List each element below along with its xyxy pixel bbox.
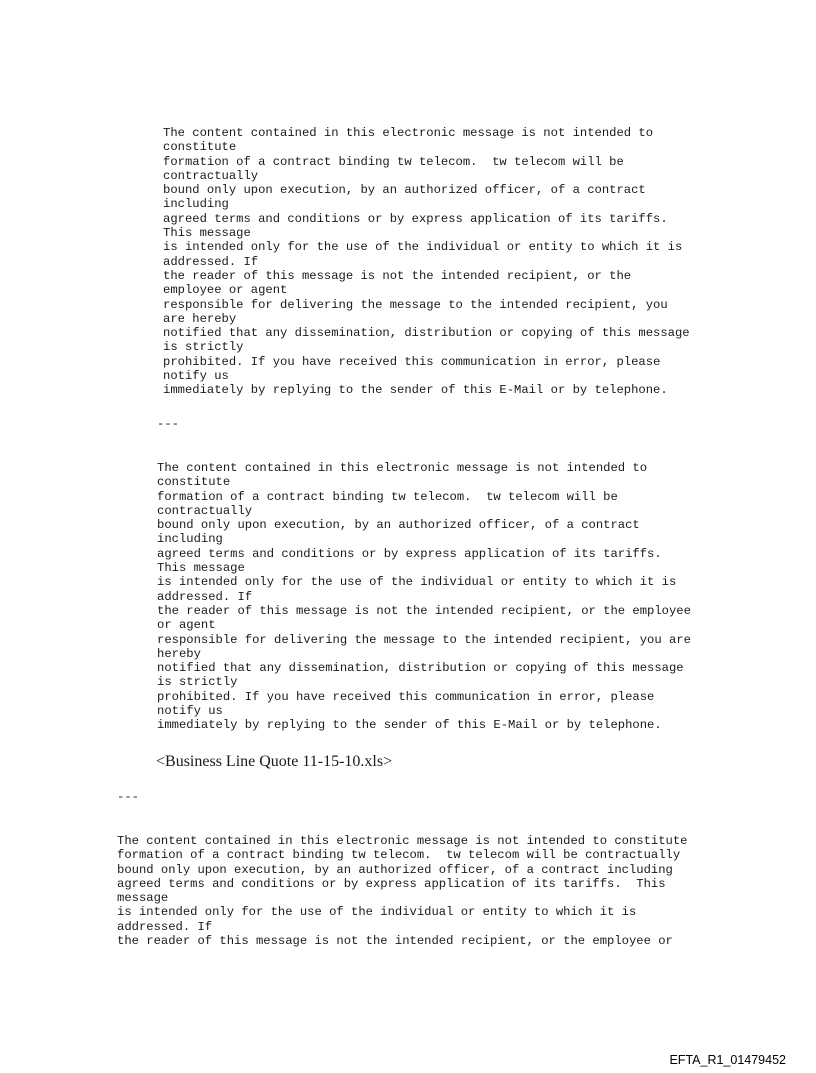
attachment-reference: <Business Line Quote 11-15-10.xls> bbox=[156, 753, 393, 770]
document-id-stamp: EFTA_R1_01479452 bbox=[669, 1053, 786, 1067]
disclaimer-block-2: The content contained in this electronic message is not intended to constitute formation of a contract binding tw telecom. tw telecom will be contractually bound only upon execution, by an authorized officer, of a contract including agreed terms and conditions or by express application of its tariffs. This message is intended only for the use of the individual or entity to which it is addressed. If the reader of this message is not the intended recipient, or the employee or agent responsible for delivering the message to the intended recipient, you are hereby notified that any dissemination, distribution or copying of this message is strictly prohibited. If you have received this communication in error, please notify us immediately by replying to the sender of this E-Mail or by telephone. bbox=[157, 461, 691, 733]
disclaimer-block-3: The content contained in this electronic message is not intended to constitute formation of a contract binding tw telecom. tw telecom will be contractually bound only upon execution, by an authorized officer, of a contract including agreed terms and conditions or by express application of its tariffs. This message is intended only for the use of the individual or entity to which it is addressed. If the reader of this message is not the intended recipient, or the employee or bbox=[117, 834, 688, 949]
disclaimer-block-1: The content contained in this electronic message is not intended to constitute formation of a contract binding tw telecom. tw telecom will be contractually bound only upon execution, by an authorized officer, of a contract including agreed terms and conditions or by express application of its tariffs. This message is intended only for the use of the individual or entity to which it is addressed. If the reader of this message is not the intended recipient, or the employee or agent responsible for delivering the message to the intended recipient, you are hereby notified that any dissemination, distribution or copying of this message is strictly prohibited. If you have received this communication in error, please notify us immediately by replying to the sender of this E-Mail or by telephone. bbox=[163, 126, 690, 398]
message-separator-1: --- bbox=[157, 417, 179, 431]
message-separator-2: --- bbox=[117, 790, 139, 804]
